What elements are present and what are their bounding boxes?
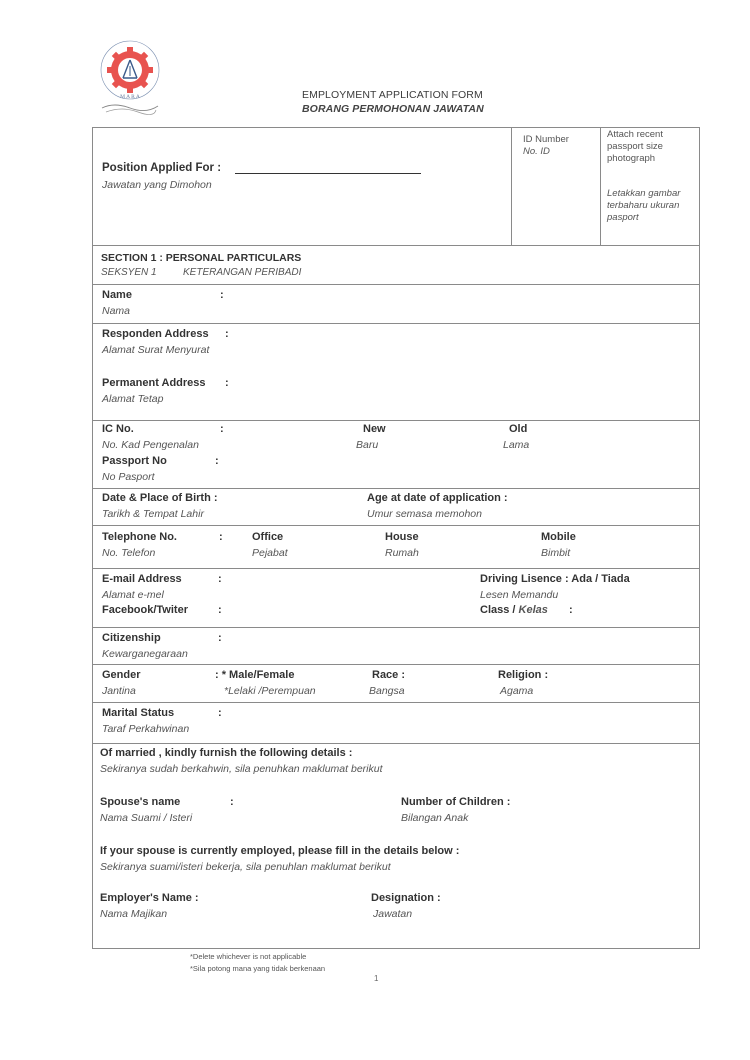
driving-licence-label-ms: Lesen Memandu <box>480 589 559 601</box>
footnote-en: *Delete whichever is not applicable <box>190 952 307 961</box>
colon: : <box>225 377 229 389</box>
gender-label-ms: Jantina <box>102 685 136 697</box>
marital-label: Marital Status <box>102 707 175 719</box>
gender-options: : * Male/Female <box>215 669 295 681</box>
email-label: E-mail Address <box>102 573 182 585</box>
citizenship-label-ms: Kewarganegaraan <box>102 648 188 660</box>
colon: : <box>218 707 222 719</box>
permanent-address-label-ms: Alamat Tetap <box>102 393 164 405</box>
class-label-en: Class / <box>480 604 519 616</box>
colon: : <box>569 604 573 616</box>
driving-licence-label: Driving Lisence : Ada / Tiada <box>480 573 630 585</box>
passport-label-ms: No Pasport <box>102 471 155 483</box>
section1-header <box>93 246 699 285</box>
photo-instruction-en-2: passport size <box>607 141 663 152</box>
birth-label-ms: Tarikh & Tempat Lahir <box>102 508 204 520</box>
gender-options-ms: *Lelaki /Perempuan <box>224 685 316 697</box>
class-label-ms: Kelas <box>518 604 548 616</box>
marital-label-ms: Taraf Perkahwinan <box>102 723 190 735</box>
photo-instruction-en-1: Attach recent <box>607 129 663 140</box>
colon: : <box>218 604 222 616</box>
position-label: Position Applied For : <box>102 162 222 174</box>
spouse-employed-note-ms: Sekiranya suami/isteri bekerja, sila penuhlan maklumat berikut <box>100 861 391 873</box>
spouse-employed-note: If your spouse is currently employed, please fill in the details below : <box>100 845 460 857</box>
id-number-label-ms: No. ID <box>523 146 550 157</box>
colon: : <box>225 328 229 340</box>
house-label-ms: Rumah <box>385 547 419 559</box>
id-number-label: ID Number <box>523 134 569 145</box>
application-form-table <box>92 127 700 949</box>
email-label-ms: Alamat e-mel <box>102 589 164 601</box>
colon: : <box>218 573 222 585</box>
gender-label: Gender <box>102 669 141 681</box>
married-note-ms: Sekiranya sudah berkahwin, sila penuhkan maklumat berikut <box>100 763 383 775</box>
spouse-name-label-ms: Nama Suami / Isteri <box>100 812 193 824</box>
form-title <box>302 88 484 116</box>
colon: : <box>230 796 234 808</box>
telephone-row <box>93 526 699 569</box>
telephone-label: Telephone No. <box>102 531 177 543</box>
office-label: Office <box>252 531 284 543</box>
permanent-address-label: Permanent Address <box>102 377 206 389</box>
religion-label: Religion : <box>498 669 549 681</box>
position-row <box>93 128 699 246</box>
colon: : <box>218 632 222 644</box>
mara-gear-logo-icon <box>92 36 168 118</box>
section-title-en: SECTION 1 : PERSONAL PARTICULARS <box>101 252 302 264</box>
photo-instruction-en-3: photograph <box>607 153 656 164</box>
position-label-ms: Jawatan yang Dimohon <box>102 179 212 191</box>
office-label-ms: Pejabat <box>252 547 288 559</box>
gender-race-religion-row <box>93 665 699 703</box>
children-label: Number of Children : <box>401 796 511 808</box>
section-title-ms-b: KETERANGAN PERIBADI <box>183 267 302 278</box>
designation-label-ms: Jawatan <box>373 908 413 920</box>
form-title-ms: BORANG PERMOHONAN JAWATAN <box>302 103 484 115</box>
age-label: Age at date of application : <box>367 492 508 504</box>
facebook-label: Facebook/Twiter <box>102 604 188 616</box>
marital-row[interactable] <box>93 703 699 744</box>
ic-passport-row <box>93 421 699 489</box>
ic-label-ms: No. Kad Pengenalan <box>102 439 199 451</box>
id-number-field[interactable] <box>512 128 600 245</box>
race-label-ms: Bangsa <box>369 685 405 697</box>
ic-old-label: Old <box>509 423 528 435</box>
gear-icon <box>107 47 153 93</box>
colon: : <box>215 455 219 467</box>
children-label-ms: Bilangan Anak <box>401 812 469 824</box>
designation-label: Designation : <box>371 892 441 904</box>
citizenship-row[interactable] <box>93 628 699 665</box>
passport-label: Passport No <box>102 455 167 467</box>
house-label: House <box>385 531 419 543</box>
race-label: Race : <box>372 669 406 681</box>
footnote-ms: *Sila potong mana yang tidak berkenaan <box>190 964 326 973</box>
ic-old-label-ms: Lama <box>503 439 530 451</box>
email-driving-row <box>93 569 699 628</box>
telephone-label-ms: No. Telefon <box>102 547 156 559</box>
photo-box[interactable] <box>601 128 699 245</box>
colon: : <box>220 289 224 301</box>
colon: : <box>220 423 224 435</box>
age-label-ms: Umur semasa memohon <box>367 508 482 520</box>
employer-label-ms: Nama Majikan <box>100 908 168 920</box>
photo-instruction-ms-1: Letakkan gambar <box>607 188 681 199</box>
birth-age-row <box>93 489 699 526</box>
name-label-ms: Nama <box>102 305 131 317</box>
svg-text:M A R A: M A R A <box>120 94 140 100</box>
photo-instruction-ms-2: terbaharu ukuran <box>607 200 680 211</box>
birth-label: Date & Place of Birth : <box>102 492 218 504</box>
religion-label-ms: Agama <box>500 685 534 697</box>
employer-label: Employer's Name : <box>100 892 199 904</box>
citizenship-label: Citizenship <box>102 632 161 644</box>
mobile-label-ms: Bimbit <box>541 547 571 559</box>
address-row <box>93 324 699 421</box>
ic-new-label-ms: Baru <box>356 439 379 451</box>
form-title-en: EMPLOYMENT APPLICATION FORM <box>302 89 483 101</box>
ic-new-label: New <box>363 423 386 435</box>
ic-label: IC No. <box>102 423 134 435</box>
colon: : <box>219 531 223 543</box>
page-number: 1 <box>374 974 379 983</box>
spouse-section <box>93 744 699 949</box>
name-label: Name <box>102 289 132 301</box>
name-row[interactable] <box>93 285 699 324</box>
section-title-ms-a: SEKSYEN 1 <box>101 267 157 278</box>
mobile-label: Mobile <box>541 531 576 543</box>
class-label <box>480 603 548 617</box>
responden-address-label: Responden Address <box>102 328 209 340</box>
married-note: Of married , kindly furnish the following details : <box>100 747 353 759</box>
photo-instruction-ms-3: pasport <box>607 212 639 223</box>
spouse-name-label: Spouse's name <box>100 796 181 808</box>
position-input[interactable] <box>235 173 421 174</box>
responden-address-label-ms: Alamat Surat Menyurat <box>102 344 210 356</box>
